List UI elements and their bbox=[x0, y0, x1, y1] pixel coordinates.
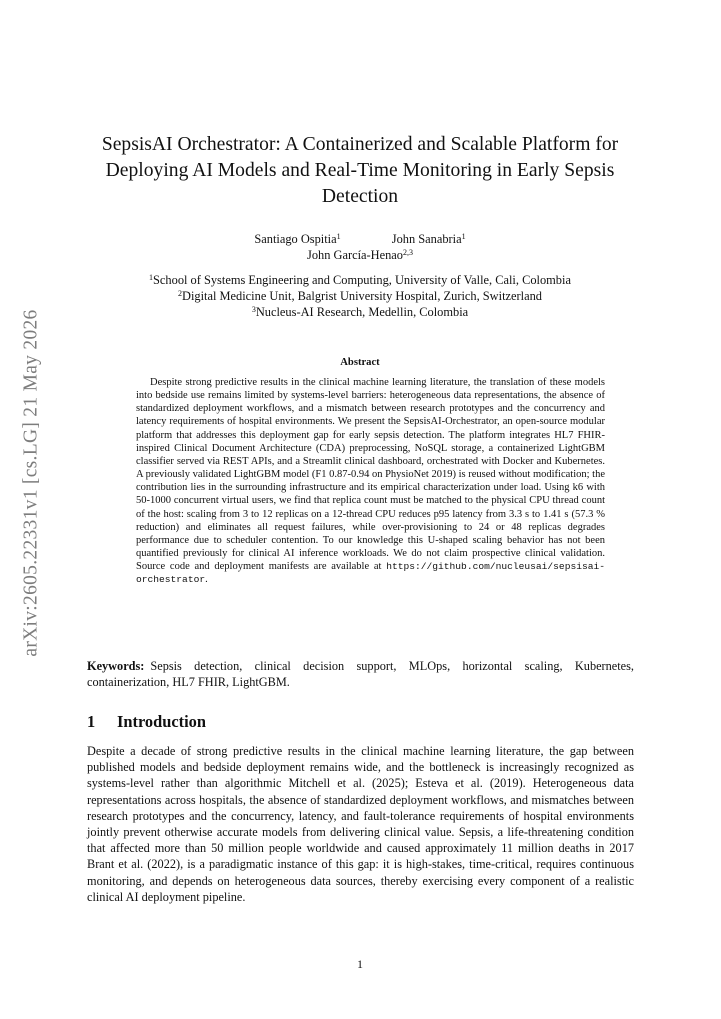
affiliation bbox=[86, 288, 634, 304]
author-name: John García-Henao bbox=[307, 248, 403, 262]
abstract-heading: Abstract bbox=[340, 357, 380, 368]
affiliations bbox=[86, 272, 634, 320]
keywords-label: Keywords: bbox=[87, 659, 145, 673]
keywords bbox=[87, 658, 634, 690]
introduction-paragraph: Despite a decade of strong predictive results in the clinical machine learning literature, the gap between published models and bedside deployment remains wide, and the bottleneck is increasingly recognized as systems-level rather than algorithmic Mitchell et al. (2025); Esteva et al. (2019). Heterogeneous data representations across hospitals, the absence of standardized deployment workflows, and mismatches between research prototypes and the concurrency, latency, and fault-tolerance requirements of hospital environments jointly prevent otherwise accurate models from delivering clinical value. Sepsis, a life-threatening condition that affected more than 50 million people worldwide and caused approximately 11 million deaths in 2017 Brant et al. (2022), is a paradigmatic instance of this gap: it is high-stakes, time-critical, requires continuous monitoring, and depends on heterogeneous data sources, thereby exercising every component of a realistic clinical AI deployment pipeline. bbox=[87, 744, 634, 904]
arxiv-identifier: arXiv:2605.22331v1 [cs.LG] 21 May 2026 bbox=[21, 309, 42, 657]
affiliation-text: Digital Medicine Unit, Balgrist University Hospital, Zurich, Switzerland bbox=[182, 289, 542, 303]
affiliation bbox=[86, 304, 634, 320]
affiliation-mark: 1 bbox=[149, 273, 154, 282]
author-affiliation-mark: 1 bbox=[336, 232, 341, 241]
author bbox=[86, 247, 634, 263]
affiliation bbox=[86, 272, 634, 288]
repository-url[interactable]: https://github.com/nucleusai/sepsisai-orchestrator bbox=[136, 561, 605, 586]
affiliation-text: Nucleus-AI Research, Medellin, Colombia bbox=[255, 305, 469, 319]
author-block bbox=[86, 231, 634, 263]
paper-title: SepsisAI Orchestrator: A Containerized and Scalable Platform for Deploying AI Models and Real-Time Monitoring in Early Sepsis Detection bbox=[101, 134, 619, 207]
author bbox=[392, 231, 466, 247]
abstract-text: Despite strong predictive results in the clinical machine learning literature, the translation of these models into bedside use remains limited by systems-level barriers: heterogeneous data representations, the absence of standardized deployment workflows, and a mismatch between research prototypes and the concurrency and latency requirements of hospital environments. We present the SepsisAI-Orchestrator, an open-source modular platform that addresses this deployment gap for early sepsis detection. The platform integrates HL7 FHIR-inspired Clinical Document Architecture (CDA) preprocessing, NoSQL storage, a containerized LightGBM classifier served via REST APIs, and a Streamlit clinical dashboard, orchestrated with Docker and Kubernetes. A previously validated LightGBM model (F1 0.87-0.94 on PhysioNet 2019) is reused without modification; the contribution lies in the surrounding infrastructure and its empirical characterization under load. Using k6 with 50-1000 concurrent virtual users, we find that replica count must be matched to the physical CPU thread count of the host: scaling from 3 to 12 replicas on a 12-thread CPU reduces p95 latency from 3.3 s to 1.41 s (57.3 % reduction) and eliminates all request failures, while over-provisioning to 24 or 48 replicas degrades performance due to scheduler contention. To our knowledge this U-shaped scaling behavior has not been quantified previously for clinical AI inference workloads. We do not claim prospective clinical validation. Source code and deployment manifests are available at bbox=[136, 377, 605, 573]
author bbox=[254, 231, 340, 247]
author-name: John Sanabria bbox=[391, 232, 462, 246]
arxiv-side-stamp bbox=[12, 294, 52, 672]
author-affiliation-mark: 2,3 bbox=[403, 248, 413, 257]
section-title: Introduction bbox=[117, 712, 206, 731]
keywords-text: Sepsis detection, clinical decision support, MLOps, horizontal scaling, Kubernetes, containerization, HL7 FHIR, LightGBM. bbox=[87, 659, 634, 689]
abstract-body bbox=[136, 376, 605, 587]
abstract-end: . bbox=[205, 574, 208, 586]
section-heading bbox=[87, 712, 634, 732]
author-name: Santiago Ospitia bbox=[254, 232, 337, 246]
affiliation-text: School of Systems Engineering and Computing, University of Valle, Cali, Colombia bbox=[153, 273, 571, 287]
section-number: 1 bbox=[87, 712, 96, 731]
affiliation-mark: 2 bbox=[178, 289, 183, 298]
affiliation-mark: 3 bbox=[251, 305, 256, 314]
author-affiliation-mark: 1 bbox=[461, 232, 466, 241]
page-number: 1 bbox=[357, 957, 363, 971]
